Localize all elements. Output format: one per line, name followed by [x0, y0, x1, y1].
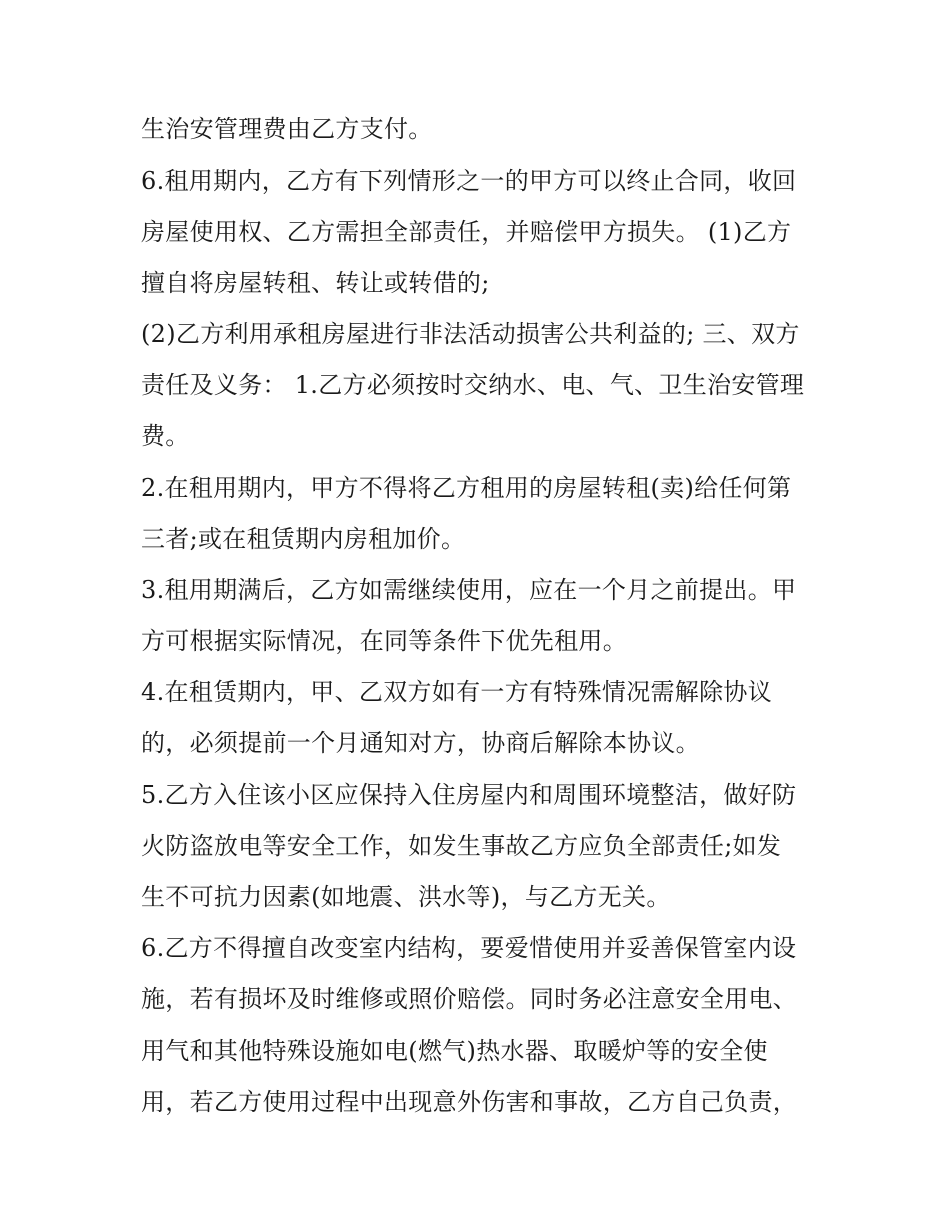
text-line: 火防盗放电等安全工作，如发生事故乙方应负全部责任;如发	[141, 832, 782, 860]
text-line: 6.乙方不得擅自改变室内结构，要爱惜使用并妥善保管室内设	[141, 934, 797, 962]
text-line: 5.乙方入住该小区应保持入住房屋内和周围环境整洁，做好防	[141, 781, 797, 809]
text-line: 房屋使用权、乙方需担全部责任，并赔偿甲方损失。 (1)乙方	[141, 218, 792, 246]
text-line: 责任及义务： 1.乙方必须按时交纳水、电、气、卫生治安管理	[141, 371, 805, 399]
text-line: 的，必须提前一个月通知对方，协商后解除本协议。	[141, 729, 700, 757]
text-line: 费。	[141, 422, 190, 450]
text-line: 生不可抗力因素(如地震、洪水等)，与乙方无关。	[141, 883, 671, 911]
text-line: 6.租用期内，乙方有下列情形之一的甲方可以终止合同，收回	[141, 167, 797, 195]
text-line: 方可根据实际情况，在同等条件下优先租用。	[141, 627, 627, 655]
text-line: (2)乙方利用承租房屋进行非法活动损害公共利益的; 三、双方	[141, 320, 800, 348]
text-line: 擅自将房屋转租、转让或转借的;	[141, 269, 490, 297]
text-line: 2.在租用期内，甲方不得将乙方租用的房屋转租(卖)给任何第	[141, 474, 792, 502]
text-line: 用气和其他特殊设施如电(燃气)热水器、取暖炉等的安全使	[141, 1037, 768, 1065]
text-line: 用，若乙方使用过程中出现意外伤害和事故，乙方自己负责，	[141, 1088, 798, 1116]
text-line: 3.租用期满后，乙方如需继续使用，应在一个月之前提出。甲	[141, 576, 797, 604]
text-line: 生治安管理费由乙方支付。	[141, 115, 433, 143]
text-line: 三者;或在租赁期内房租加价。	[141, 525, 466, 553]
text-line: 4.在租赁期内，甲、乙双方如有一方有特殊情况需解除协议	[141, 678, 772, 706]
text-line: 施，若有损坏及时维修或照价赔偿。同时务必注意安全用电、	[141, 985, 798, 1013]
